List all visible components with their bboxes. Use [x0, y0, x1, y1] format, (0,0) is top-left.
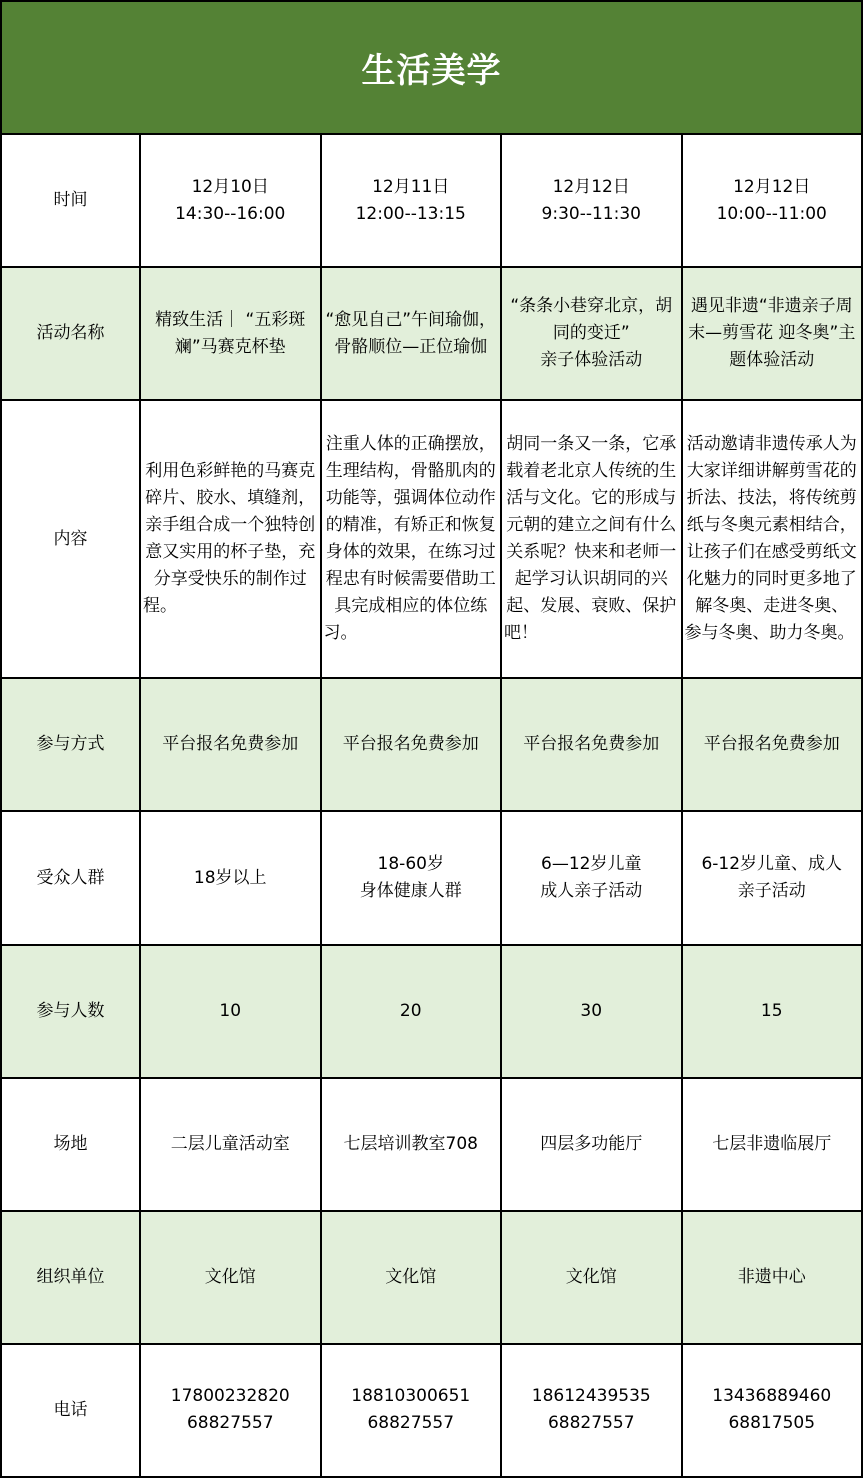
- schedule-table: [0, 133, 863, 1478]
- table-row-phone: [1, 1344, 862, 1477]
- row-label-count: 参与人数: [1, 945, 140, 1078]
- phone-cell: 17800232820 68827557: [140, 1344, 321, 1477]
- phone-cell: 18612439535 68827557: [501, 1344, 682, 1477]
- content-cell: 活动邀请非遗传承人为大家详细讲解剪雪花的折法、技法，将传统剪纸与冬奥元素相结合，让孩子们在感受剪纸文化魅力的同时更多地了解冬奥、走进冬奥、 参与冬奥、助力冬奥。: [682, 400, 863, 678]
- table-row-name: [1, 267, 862, 400]
- activity-name-cell: “条条小巷穿北京，胡同的变迁” 亲子体验活动: [501, 267, 682, 400]
- venue-cell: 四层多功能厅: [501, 1078, 682, 1211]
- table-row-venue: [1, 1078, 862, 1211]
- time-cell: 12月11日 12:00--13:15: [321, 134, 502, 267]
- row-label-method: 参与方式: [1, 678, 140, 811]
- organizer-cell: 文化馆: [140, 1211, 321, 1344]
- venue-cell: 二层儿童活动室: [140, 1078, 321, 1211]
- time-cell: 12月12日 9:30--11:30: [501, 134, 682, 267]
- audience-cell: 18岁以上: [140, 811, 321, 944]
- time-cell: 12月10日 14:30--16:00: [140, 134, 321, 267]
- phone-cell: 18810300651 68827557: [321, 1344, 502, 1477]
- table-row-audience: [1, 811, 862, 944]
- row-label-content: 内容: [1, 400, 140, 678]
- phone-cell: 13436889460 68817505: [682, 1344, 863, 1477]
- row-label-organizer: 组织单位: [1, 1211, 140, 1344]
- activity-name-cell: “愈见自己”午间瑜伽，骨骼顺位—正位瑜伽: [321, 267, 502, 400]
- organizer-cell: 非遗中心: [682, 1211, 863, 1344]
- method-cell: 平台报名免费参加: [140, 678, 321, 811]
- method-cell: 平台报名免费参加: [321, 678, 502, 811]
- method-cell: 平台报名免费参加: [682, 678, 863, 811]
- table-row-time: [1, 134, 862, 267]
- audience-cell: 6-12岁儿童、成人 亲子活动: [682, 811, 863, 944]
- row-label-audience: 受众人群: [1, 811, 140, 944]
- content-cell: 注重人体的正确摆放，生理结构，骨骼肌肉的功能等，强调体位动作的精准，有矫正和恢复身体的效果，在练习过程忠有时候需要借助工具完成相应的体位练习。: [321, 400, 502, 678]
- row-label-name: 活动名称: [1, 267, 140, 400]
- row-label-time: 时间: [1, 134, 140, 267]
- content-cell: 利用色彩鲜艳的马赛克碎片、胶水、填缝剂，亲手组合成一个独特创意又实用的杯子垫，充分享受快乐的制作过程。: [140, 400, 321, 678]
- table-row-count: [1, 945, 862, 1078]
- page-title: 生活美学: [0, 0, 863, 133]
- organizer-cell: 文化馆: [321, 1211, 502, 1344]
- venue-cell: 七层非遗临展厅: [682, 1078, 863, 1211]
- count-cell: 20: [321, 945, 502, 1078]
- method-cell: 平台报名免费参加: [501, 678, 682, 811]
- table-row-method: [1, 678, 862, 811]
- audience-cell: 18-60岁 身体健康人群: [321, 811, 502, 944]
- organizer-cell: 文化馆: [501, 1211, 682, 1344]
- table-row-organizer: [1, 1211, 862, 1344]
- table-row-content: [1, 400, 862, 678]
- count-cell: 30: [501, 945, 682, 1078]
- row-label-phone: 电话: [1, 1344, 140, 1477]
- count-cell: 15: [682, 945, 863, 1078]
- activity-name-cell: 精致生活｜ “五彩斑斓”马赛克杯垫: [140, 267, 321, 400]
- activity-name-cell: 遇见非遗“非遗亲子周末—剪雪花 迎冬奥”主题体验活动: [682, 267, 863, 400]
- count-cell: 10: [140, 945, 321, 1078]
- time-cell: 12月12日 10:00--11:00: [682, 134, 863, 267]
- audience-cell: 6—12岁儿童 成人亲子活动: [501, 811, 682, 944]
- content-cell: 胡同一条又一条，它承载着老北京人传统的生活与文化。它的形成与元朝的建立之间有什么关系呢？快来和老师一起学习认识胡同的兴起、发展、衰败、保护吧！: [501, 400, 682, 678]
- row-label-venue: 场地: [1, 1078, 140, 1211]
- venue-cell: 七层培训教室708: [321, 1078, 502, 1211]
